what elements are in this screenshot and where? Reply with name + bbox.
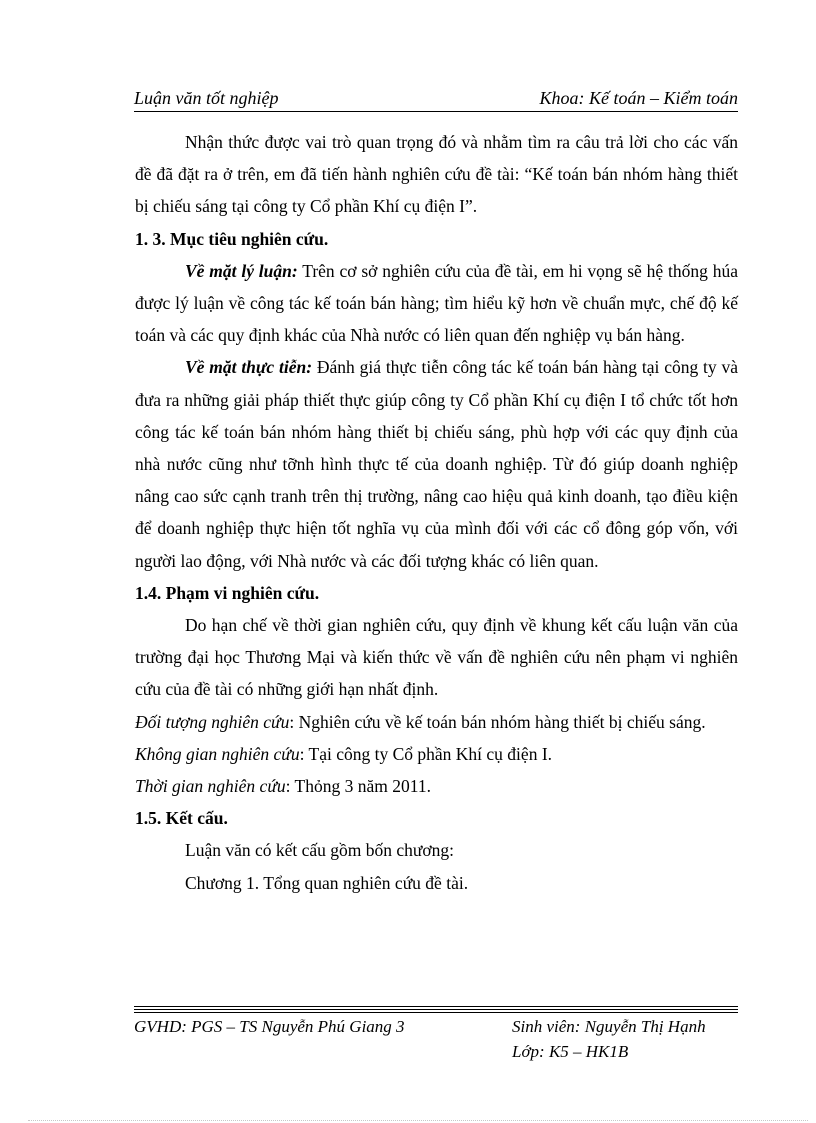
paragraph-intro: Nhận thức được vai trò quan trọng đó và nhằm tìm ra câu trả lời cho các vấn đề đã đặt ra ở trên, em đã tiến hành nghiên cứu đề tài: “Kế toán bán nhóm hàng thiết bị chiếu sáng tại công ty Cổ phần Khí cụ điện I”. [135,132,738,217]
paragraph-structure: Luận văn có kết cấu gồm bốn chương: [185,840,455,861]
label-time: Thời gian nghiên cứu [135,776,286,797]
label-practice: Về mặt thực tiễn: [185,357,313,378]
header-thesis-title: Luận văn tốt nghiệp [134,88,279,108]
text-time: : Thỏng 3 năm 2011. [285,776,431,797]
footer-student [512,1014,706,1064]
text-practice: Đánh giá thực tiễn công tác kế toán bán hàng tại công ty và đưa ra những giải pháp thiết thực giúp công ty Cổ phần Khí cụ điện I tổ chức tốt hơn công tác kế toán bán nhóm hàng thiết bị chiếu sáng, phù hợp với các quy định của nhà nước cũng như tỡnh hình thực tế của doanh nghiệp. Từ đó giúp doanh nghiệp nâng cao sức cạnh tranh trên thị trường, nâng cao hiệu quả kinh doanh, tạo điều kiện để doanh nghiệp thực hiện tốt nghĩa vụ của mình đối với các cổ đông góp vốn, với người lao động, với Nhà nước và các đối tượng khác có liên quan. [135,357,739,571]
label-subject: Đối tượng nghiên cứu [135,711,290,732]
heading-objectives: 1. 3. Mục tiêu nghiên cứu. [135,228,329,249]
paragraph-time [135,770,738,802]
footer-student-class: Lớp: K5 – HK1B [512,1042,629,1061]
paragraph-chapter-1: Chương 1. Tổng quan nghiên cứu đề tài. [185,872,469,893]
heading-scope: 1.4. Phạm vi nghiên cứu. [135,582,320,603]
header-rule [134,111,738,112]
label-space: Không gian nghiên cứu [135,743,300,764]
footer-student-name: Sinh viên: Nguyễn Thị Hạnh [512,1017,706,1036]
paragraph-scope: Do hạn chế về thời gian nghiên cứu, quy định về khung kết cấu luận văn của trường đại học Thương Mại và kiến thức về vấn đề nghiên cứu nên phạm vi nghiên cứu của đề tài có những giới hạn nhất định. [135,615,738,700]
footer-supervisor: GVHD: PGS – TS Nguyễn Phú Giang 3 [134,1017,405,1036]
paragraph-practice [135,351,738,576]
text-theory: Trên cơ sở nghiên cứu của đề tài, em hi vọng sẽ hệ thống húa được lý luận về công tác kế toán bán hàng; tìm hiểu kỹ hơn về chuẩn mực, chế độ kế toán và các quy định khác của Nhà nước có liên quan đến nghiệp vụ bán hàng. [135,260,738,346]
page-header [134,85,738,111]
text-subject: : Nghiên cứu về kế toán bán nhóm hàng thiết bị chiếu sáng. [289,711,706,732]
paragraph-subject [135,706,738,738]
document-body [135,126,738,899]
heading-structure: 1.5. Kết cấu. [135,808,228,829]
text-space: : Tại công ty Cổ phần Khí cụ điện I. [299,743,553,764]
header-faculty: Khoa: Kế toán – Kiểm toán [539,88,738,108]
paragraph-theory [135,255,738,352]
label-theory: Về mặt lý luận: [185,260,298,281]
page-bottom-edge [28,1120,808,1121]
paragraph-space [135,738,738,770]
